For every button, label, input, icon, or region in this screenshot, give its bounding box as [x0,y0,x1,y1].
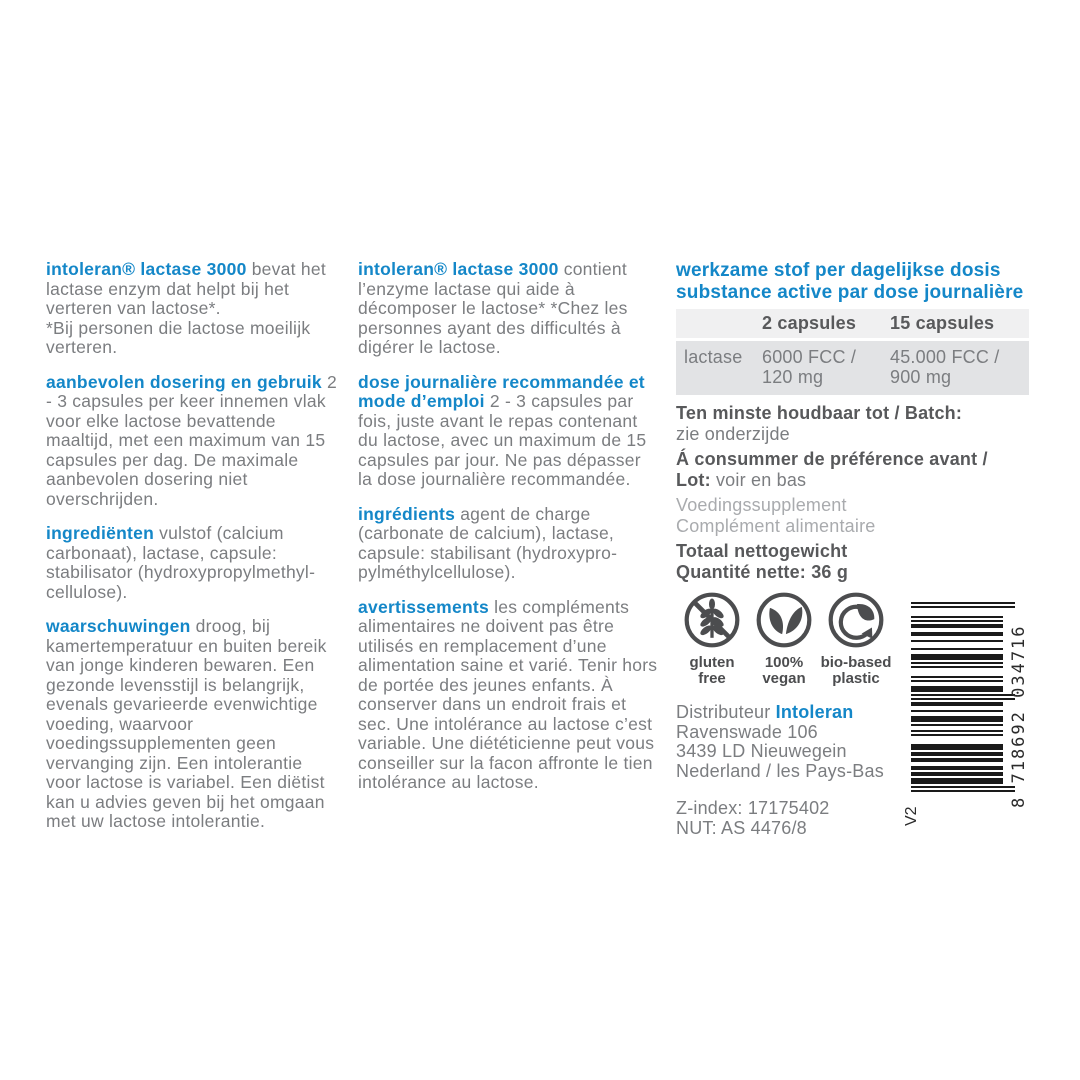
fr-warnings-paragraph [358,598,658,793]
fr-intro-text: contient l’enzyme lactase qui aide à décomposer le lactose* *Chez les personnes ayant des difficultés à digérer le lactose. [358,259,628,357]
barcode-version-code: V2 [903,806,920,826]
nl-intro-footnote: *Bij personen die lactose moeilijk verteren. [46,317,311,357]
gluten-free-icon [682,590,742,650]
col-header-15-capsules: 15 capsules [890,313,995,333]
fr-ingredients-text: agent de charge (carbonate de calcium), lactase, capsule: stabilisant (hydroxypropylméthylcellulose). [358,503,617,582]
dosage-table [676,309,1029,395]
col-header-2-capsules: 2 capsules [762,313,857,333]
nl-dosage-paragraph [46,373,342,510]
fr-dosage-heading: dose journalière recommandée et mode d’emploi [358,371,645,411]
active-substance-heading [676,260,1032,303]
nl-ingredients-heading: ingrediënten [46,523,155,543]
supplement-type: Voedingssupplement Complément alimentaire [676,495,876,536]
nl-brand-name: intoleran® lactase 3000 [46,259,247,279]
bio-based-plastic-label: bio-based plastic [820,654,892,687]
bio-based-plastic-icon [826,590,886,650]
nl-ingredients-paragraph [46,524,342,602]
best-before-fr: Á consummer de préférence avant / Lot: voir en bas [676,449,988,490]
heading-fr: substance active par dose journalière [676,281,1024,303]
nl-warnings-heading: waarschuwingen [46,616,191,636]
dose-2-capsules: 6000 FCC / 120 mg [762,347,857,387]
distributor-brand: Intoleran [775,702,854,722]
distributor-label: Distributeur [676,702,771,722]
net-weight: Totaal nettogewicht Quantité nette: 36 g [676,541,849,582]
barcode-digits: 8 718692 034716 [1009,624,1029,808]
fr-ingredients-paragraph [358,505,658,583]
gluten-free-badge [676,590,748,687]
dosage-table-header [676,309,1029,338]
vegan-badge [748,590,820,687]
nl-intro-text: bevat het lactase enzym dat helpt bij het verteren van lactose*. [46,259,326,318]
barcode [905,592,1045,832]
nl-intro-paragraph [46,260,342,358]
best-before-nl: Ten minste houdbaar tot / Batch: zie onderzijde [676,403,963,444]
fr-warnings-heading: avertissements [358,596,489,617]
nl-dosage-heading: aanbevolen dosering en gebruik [46,371,322,392]
fr-ingredients-heading: ingrédients [358,503,456,524]
vegan-label: 100% vegan [762,654,806,687]
z-index-number: Z-index: 17175402 [676,798,830,818]
french-column [358,260,658,808]
dutch-column [46,260,342,847]
nl-ingredients-text: vulstof (calcium carbonaat), lactase, capsule: stabilisator (hydroxypropylmethylcellulose). [46,523,315,602]
fr-warnings-text: les compléments alimentaires ne doivent pas être utilisés en remplacement d’une alimentation saine et varié. Tenir hors de portée des jeunes enfants. À conserver dans un endroit frais et sec. Une intolérance au lactose c’est variable. Une diététicienne peut vous conseiller sur la facon affronte le tien intolérance au lactose. [358,596,658,792]
nl-warnings-text: droog, bij kamertemperatuur en buiten bereik van jonge kinderen bewaren. Een gezonde levensstijl is belangrijk, evenals gevarieerde evenwichtige voeding, waarvoor voedingssupplementen geen vervanging zijn. Een intolerantie voor lactose is variabel. Een diëtist kan u advies geven bij het omgaan met uw lactose intolerantie. [46,616,327,831]
nl-warnings-paragraph [46,617,342,832]
fr-dosage-text: 2 - 3 capsules par fois, juste avant le repas contenant du lactose, avec un maximum de 15 capsules par jour. Ne pas dépasser la dose journalière recommandée. [358,391,647,489]
nl-dosage-text: 2 - 3 capsules per keer innemen vlak voor elke lactose bevattende maaltijd, met een maximum van 15 capsules per dag. De maximale aanbevolen dosering niet overschrijden. [46,371,338,509]
fr-intro-paragraph [358,260,658,358]
fr-brand-name: intoleran® lactase 3000 [358,259,559,279]
fr-dosage-paragraph [358,373,658,490]
dose-15-capsules: 45.000 FCC / 900 mg [890,347,1000,387]
gluten-free-label: gluten free [689,654,735,687]
barcode-bars [911,602,1015,792]
address-line-2: 3439 LD Nieuwegein [676,741,847,761]
address-line-3: Nederland / les Pays-Bas [676,760,884,781]
row-label-lactase: lactase [684,347,743,367]
nut-number: NUT: AS 4476/8 [676,817,807,838]
address-line-1: Ravenswade 106 [676,721,818,742]
vegan-icon [754,590,814,650]
heading-nl: werkzame stof per dagelijkse dosis [676,260,1001,281]
dosage-table-row [676,341,1029,395]
bio-based-plastic-badge [820,590,892,687]
